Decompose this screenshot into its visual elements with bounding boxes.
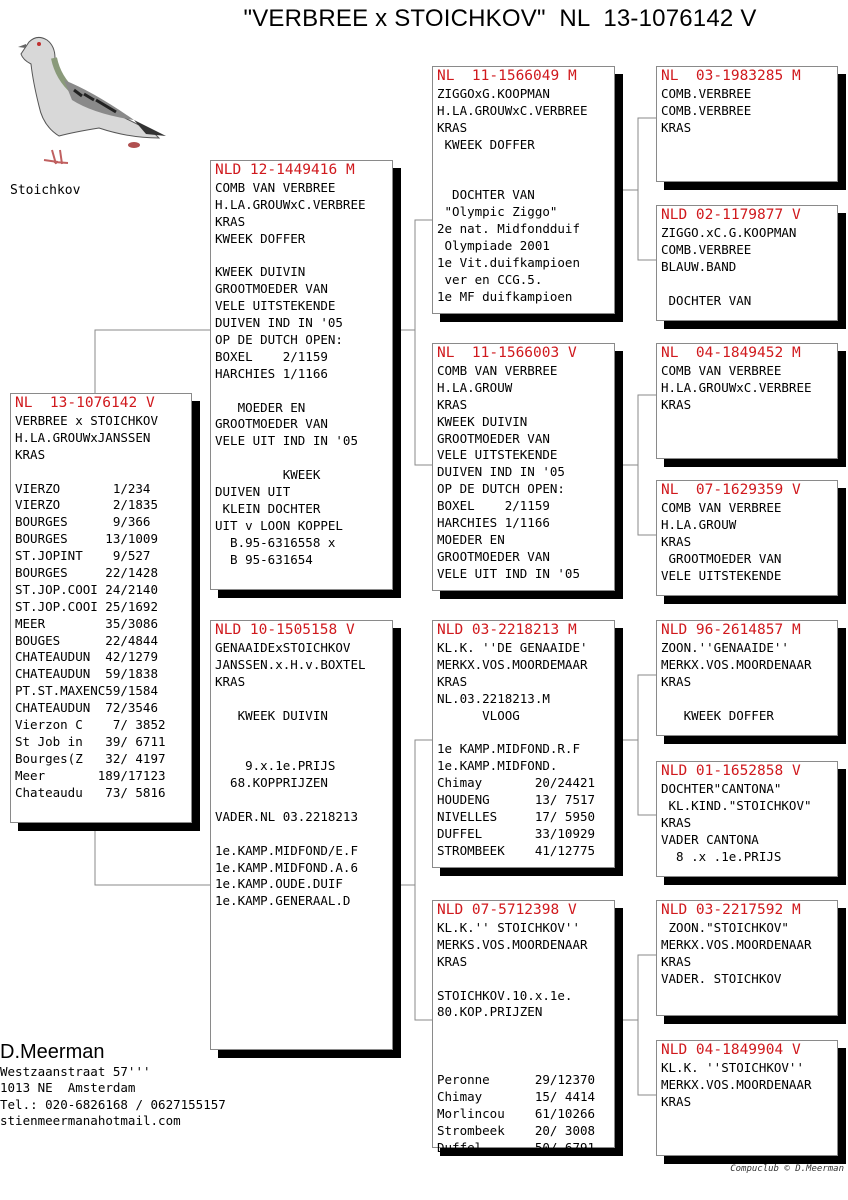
card-dam <box>210 620 393 1050</box>
detail-line: COMB VAN VERBREE <box>661 500 782 515</box>
detail-line: VLOOG <box>437 707 520 723</box>
detail-line: GROOTMOEDER VAN <box>661 550 782 566</box>
detail-line: KRAS <box>437 119 468 135</box>
detail-line: MEER 35/3086 <box>15 615 158 631</box>
ssd-ring-number: NLD 02-1179877 V <box>661 207 801 223</box>
detail-line: GROOTMOEDER VAN <box>437 430 550 446</box>
detail-line: COMB.VERBREE <box>661 241 752 257</box>
detail-line: DUIVEN UIT <box>215 484 291 500</box>
detail-line: KRAS <box>437 673 468 689</box>
dsd-ring-number: NLD 01-1652858 V <box>661 763 801 779</box>
detail-line: HARCHIES 1/1166 <box>437 515 550 531</box>
detail-line: KRAS <box>661 1093 692 1109</box>
card-sire-sire <box>432 66 615 314</box>
detail-line: Peronne 29/12370 <box>437 1072 596 1088</box>
detail-line: HARCHIES 1/1166 <box>215 365 328 381</box>
detail-line: MOEDER EN <box>215 399 306 415</box>
detail-line: KL.K. ''STOICHKOV'' <box>661 1060 804 1075</box>
detail-line: ZOON.''GENAAIDE'' <box>661 640 789 655</box>
detail-line <box>437 1055 614 1072</box>
ssd-details <box>657 224 837 309</box>
detail-line: COMB VAN VERBREE <box>215 180 336 195</box>
dam-sire-details <box>433 639 614 860</box>
detail-line: BOURGES 13/1009 <box>15 531 158 547</box>
card-ddd <box>656 1040 838 1156</box>
detail-line: KRAS <box>215 673 246 689</box>
detail-line: STROMBEEK 41/12775 <box>437 842 596 858</box>
detail-line: Strombeek 20/ 3008 <box>437 1122 596 1138</box>
detail-line: KWEEK DUIVIN <box>215 707 328 723</box>
sire-dam-ring-number: NL 11-1566003 V <box>437 345 577 361</box>
detail-line: MOEDER EN <box>437 531 505 547</box>
detail-line <box>215 724 392 741</box>
card-sire <box>210 160 393 590</box>
detail-line: 2e nat. Midfondduif <box>437 221 580 237</box>
ddd-ring-number: NLD 04-1849904 V <box>661 1042 801 1058</box>
detail-line: ZIGGOxG.KOOPMAN <box>437 86 550 101</box>
detail-line: JANSSEN.x.H.v.BOXTEL <box>215 656 366 672</box>
detail-line <box>661 691 837 708</box>
detail-line: KWEEK <box>215 467 321 483</box>
detail-line: 8 .x .1e.PRIJS <box>661 848 782 864</box>
card-subject <box>10 393 192 823</box>
detail-line: KWEEK DOFFER <box>661 707 774 723</box>
detail-line: 1e Vit.duifkampioen <box>437 254 580 270</box>
detail-line: GROOTMOEDER VAN <box>215 416 328 432</box>
dsd-details <box>657 780 837 865</box>
owner-name: D.Meerman <box>0 1041 105 1063</box>
dam-dam-ring-number: NLD 07-5712398 V <box>437 902 577 918</box>
card-dsd <box>656 761 838 877</box>
detail-line: COMB VAN VERBREE <box>437 363 558 378</box>
detail-line: CHATEAUDUN 42/1279 <box>15 649 158 665</box>
card-dds <box>656 900 838 1016</box>
card-sds <box>656 343 838 459</box>
owner-city: 1013 NE Amsterdam <box>0 1080 136 1096</box>
detail-line: Olympiade 2001 <box>437 238 550 254</box>
sire-dam-details <box>433 362 614 583</box>
footer-credit: Compuclub © D.Meerman <box>730 1164 844 1174</box>
detail-line <box>437 724 614 741</box>
detail-line: MERKX.VOS.MOORDEMAAR <box>437 656 588 672</box>
detail-line: KRAS <box>661 673 692 689</box>
sdd-ring-number: NL 07-1629359 V <box>661 482 801 498</box>
detail-line: ST.JOP.COOI 25/1692 <box>15 598 158 614</box>
detail-line: VIERZO 1/234 <box>15 480 151 496</box>
detail-line: KRAS <box>661 533 692 549</box>
detail-line: VADER.NL 03.2218213 <box>215 808 358 824</box>
detail-line <box>215 248 392 265</box>
detail-line: B 95-631654 <box>215 551 313 567</box>
detail-line: 1e MF duifkampioen <box>437 288 573 304</box>
detail-line <box>215 792 392 809</box>
card-sire-dam <box>432 343 615 591</box>
detail-line: Chimay 20/24421 <box>437 775 596 791</box>
dds-details <box>657 919 837 988</box>
dam-ring-number: NLD 10-1505158 V <box>215 622 355 638</box>
detail-line: MERKX.VOS.MOORDENAAR <box>661 656 812 672</box>
detail-line: CHATEAUDUN 59/1838 <box>15 666 158 682</box>
detail-line: Bourges(Z 32/ 4197 <box>15 750 166 766</box>
detail-line: H.LA.GROUWxJANSSEN <box>15 429 151 445</box>
detail-line: 1e.KAMP.MIDFOND.A.6 <box>215 859 358 875</box>
owner-email[interactable]: stienmeermanahotmail.com <box>0 1112 181 1128</box>
detail-line: H.LA.GROUW <box>437 379 513 395</box>
detail-line: KLEIN DOCHTER <box>215 500 321 516</box>
detail-line: COMB.VERBREE <box>661 86 752 101</box>
detail-line: BOXEL 2/1159 <box>437 498 550 514</box>
detail-line: GROOTMOEDER VAN <box>215 281 328 297</box>
detail-line: VELE UITSTEKENDE <box>661 567 782 583</box>
dam-details <box>211 639 392 910</box>
detail-line: B.95-6316558 x <box>215 534 336 550</box>
dam-sire-ring-number: NLD 03-2218213 M <box>437 622 577 638</box>
detail-line: GROOTMOEDER VAN <box>437 548 550 564</box>
detail-line: KRAS <box>661 119 692 135</box>
sire-sire-details <box>433 85 614 306</box>
detail-line: MERKS.VOS.MOORDENAAR <box>437 936 588 952</box>
detail-line: BLAUW.BAND <box>661 258 737 274</box>
pedigree-title: "VERBREE x STOICHKOV" NL 13-1076142 V <box>243 5 757 32</box>
detail-line <box>437 170 614 187</box>
detail-line <box>215 826 392 843</box>
detail-line: VIERZO 2/1835 <box>15 497 158 513</box>
detail-line: MERKX.VOS.MOORDENAAR <box>661 1076 812 1092</box>
detail-line: KRAS <box>437 953 468 969</box>
detail-line: H.LA.GROUWxC.VERBREE <box>215 196 366 212</box>
detail-line: KRAS <box>15 446 46 462</box>
detail-line: BOURGES 22/1428 <box>15 565 158 581</box>
detail-line <box>437 1038 614 1055</box>
detail-line: 68.KOPPRIJZEN <box>215 775 328 791</box>
detail-line: VELE UITSTEKENDE <box>215 298 336 314</box>
detail-line: H.LA.GROUWxC.VERBREE <box>661 379 812 395</box>
detail-line: ST.JOP.COOI 24/2140 <box>15 581 158 597</box>
sds-ring-number: NL 04-1849452 M <box>661 345 801 361</box>
detail-line: DOCHTER VAN <box>661 292 752 308</box>
detail-line: KWEEK DUIVIN <box>215 264 306 280</box>
detail-line: MERKX.VOS.MOORDENAAR <box>661 936 812 952</box>
detail-line: HOUDENG 13/ 7517 <box>437 792 596 808</box>
detail-line: DUIVEN IND IN '05 <box>215 315 343 331</box>
detail-line: COMB VAN VERBREE <box>661 363 782 378</box>
detail-line: VELE UITSTEKENDE <box>437 447 558 463</box>
detail-line: OP DE DUTCH OPEN: <box>215 332 343 348</box>
subject-details <box>11 412 191 801</box>
detail-line: 1e KAMP.MIDFOND.R.F <box>437 741 580 757</box>
detail-line: DUFFEL 33/10929 <box>437 825 596 841</box>
detail-line <box>15 464 191 481</box>
detail-line: Chimay 15/ 4414 <box>437 1088 596 1104</box>
detail-line: CHATEAUDUN 72/3546 <box>15 700 158 716</box>
dam-dam-details <box>433 919 614 1156</box>
detail-line: KL.K.'' STOICHKOV'' <box>437 920 580 935</box>
detail-line: COMB.VERBREE <box>661 102 752 118</box>
detail-line: UIT v LOON KOPPEL <box>215 517 343 533</box>
detail-line: 1e.KAMP.MIDFOND/E.F <box>215 842 358 858</box>
dds-ring-number: NLD 03-2217592 M <box>661 902 801 918</box>
detail-line: VADER. STOICHKOV <box>661 970 782 986</box>
dss-details <box>657 639 837 724</box>
detail-line <box>437 1021 614 1038</box>
detail-line: H.LA.GROUWxC.VERBREE <box>437 102 588 118</box>
detail-line: VELE UIT IND IN '05 <box>437 565 580 581</box>
detail-line: KL.K. ''DE GENAAIDE' <box>437 640 588 655</box>
detail-line: 1e.KAMP.GENERAAL.D <box>215 893 351 909</box>
sds-details <box>657 362 837 414</box>
detail-line <box>437 971 614 988</box>
detail-line: DUIVEN IND IN '05 <box>437 464 565 480</box>
detail-line: KRAS <box>215 213 246 229</box>
detail-line: ST.JOPINT 9/527 <box>15 548 151 564</box>
detail-line: KL.KIND."STOICHKOV" <box>661 797 812 813</box>
detail-line: 1e.KAMP.MIDFOND. <box>437 758 558 774</box>
detail-line: 9.x.1e.PRIJS <box>215 758 336 774</box>
detail-line: Duffel 50/ 6791 <box>437 1139 596 1155</box>
card-ssd <box>656 205 838 321</box>
detail-line: Chateaudu 73/ 5816 <box>15 784 166 800</box>
sire-details <box>211 179 392 568</box>
sire-ring-number: NLD 12-1449416 M <box>215 162 355 178</box>
dss-ring-number: NLD 96-2614857 M <box>661 622 801 638</box>
bird-caption: Stoichkov <box>10 183 81 198</box>
detail-line: NIVELLES 17/ 5950 <box>437 808 596 824</box>
detail-line: DOCHTER"CANTONA" <box>661 781 782 796</box>
detail-line: KWEEK DUIVIN <box>437 413 528 429</box>
detail-line: KRAS <box>661 814 692 830</box>
owner-block <box>0 1040 226 1129</box>
detail-line: NL.03.2218213.M <box>437 690 550 706</box>
detail-line: St Job in 39/ 6711 <box>15 733 166 749</box>
detail-line: KWEEK DOFFER <box>215 230 306 246</box>
detail-line: STOICHKOV.10.x.1e. <box>437 987 573 1003</box>
detail-line <box>215 741 392 758</box>
detail-line: KRAS <box>437 396 468 412</box>
detail-line: ZIGGO.xC.G.KOOPMAN <box>661 225 797 240</box>
card-dss <box>656 620 838 736</box>
card-sdd <box>656 480 838 596</box>
detail-line: KWEEK DOFFER <box>437 136 535 152</box>
detail-line: VELE UIT IND IN '05 <box>215 433 358 449</box>
detail-line: H.LA.GROUW <box>661 516 737 532</box>
owner-phone: Tel.: 020-6826168 / 0627155157 <box>0 1096 226 1112</box>
detail-line <box>661 276 837 293</box>
detail-line: Vierzon C 7/ 3852 <box>15 717 166 733</box>
sire-sire-ring-number: NL 11-1566049 M <box>437 68 577 84</box>
detail-line: DOCHTER VAN <box>437 187 535 203</box>
detail-line: Morlincou 61/10266 <box>437 1105 596 1121</box>
detail-line: 80.KOP.PRIJZEN <box>437 1004 543 1020</box>
card-sss <box>656 66 838 182</box>
owner-address: Westzaanstraat 57''' <box>0 1064 151 1079</box>
subject-ring-number: NL 13-1076142 V <box>15 395 155 411</box>
detail-line <box>215 450 392 467</box>
card-dam-sire <box>432 620 615 868</box>
sss-ring-number: NL 03-1983285 M <box>661 68 801 84</box>
detail-line: GENAAIDExSTOICHKOV <box>215 640 351 655</box>
detail-line: OP DE DUTCH OPEN: <box>437 481 565 497</box>
detail-line: 1e.KAMP.OUDE.DUIF <box>215 876 343 892</box>
detail-line: VERBREE x STOICHKOV <box>15 413 158 428</box>
sdd-details <box>657 499 837 584</box>
detail-line: ZOON."STOICHKOV" <box>661 920 789 935</box>
sss-details <box>657 85 837 137</box>
detail-line <box>437 154 614 171</box>
ddd-details <box>657 1059 837 1111</box>
detail-line: BOXEL 2/1159 <box>215 348 328 364</box>
detail-line: KRAS <box>661 396 692 412</box>
detail-line: PT.ST.MAXENC59/1584 <box>15 683 158 699</box>
detail-line: KRAS <box>661 953 692 969</box>
detail-line <box>215 691 392 708</box>
detail-line <box>215 383 392 400</box>
detail-line: BOURGES 9/366 <box>15 514 151 530</box>
detail-line: BOUGES 22/4844 <box>15 632 158 648</box>
detail-line: VADER CANTONA <box>661 831 759 847</box>
detail-line: Meer 189/17123 <box>15 767 166 783</box>
detail-line: ver en CCG.5. <box>437 271 543 287</box>
card-dam-dam <box>432 900 615 1155</box>
detail-line: "Olympic Ziggo" <box>437 204 558 220</box>
